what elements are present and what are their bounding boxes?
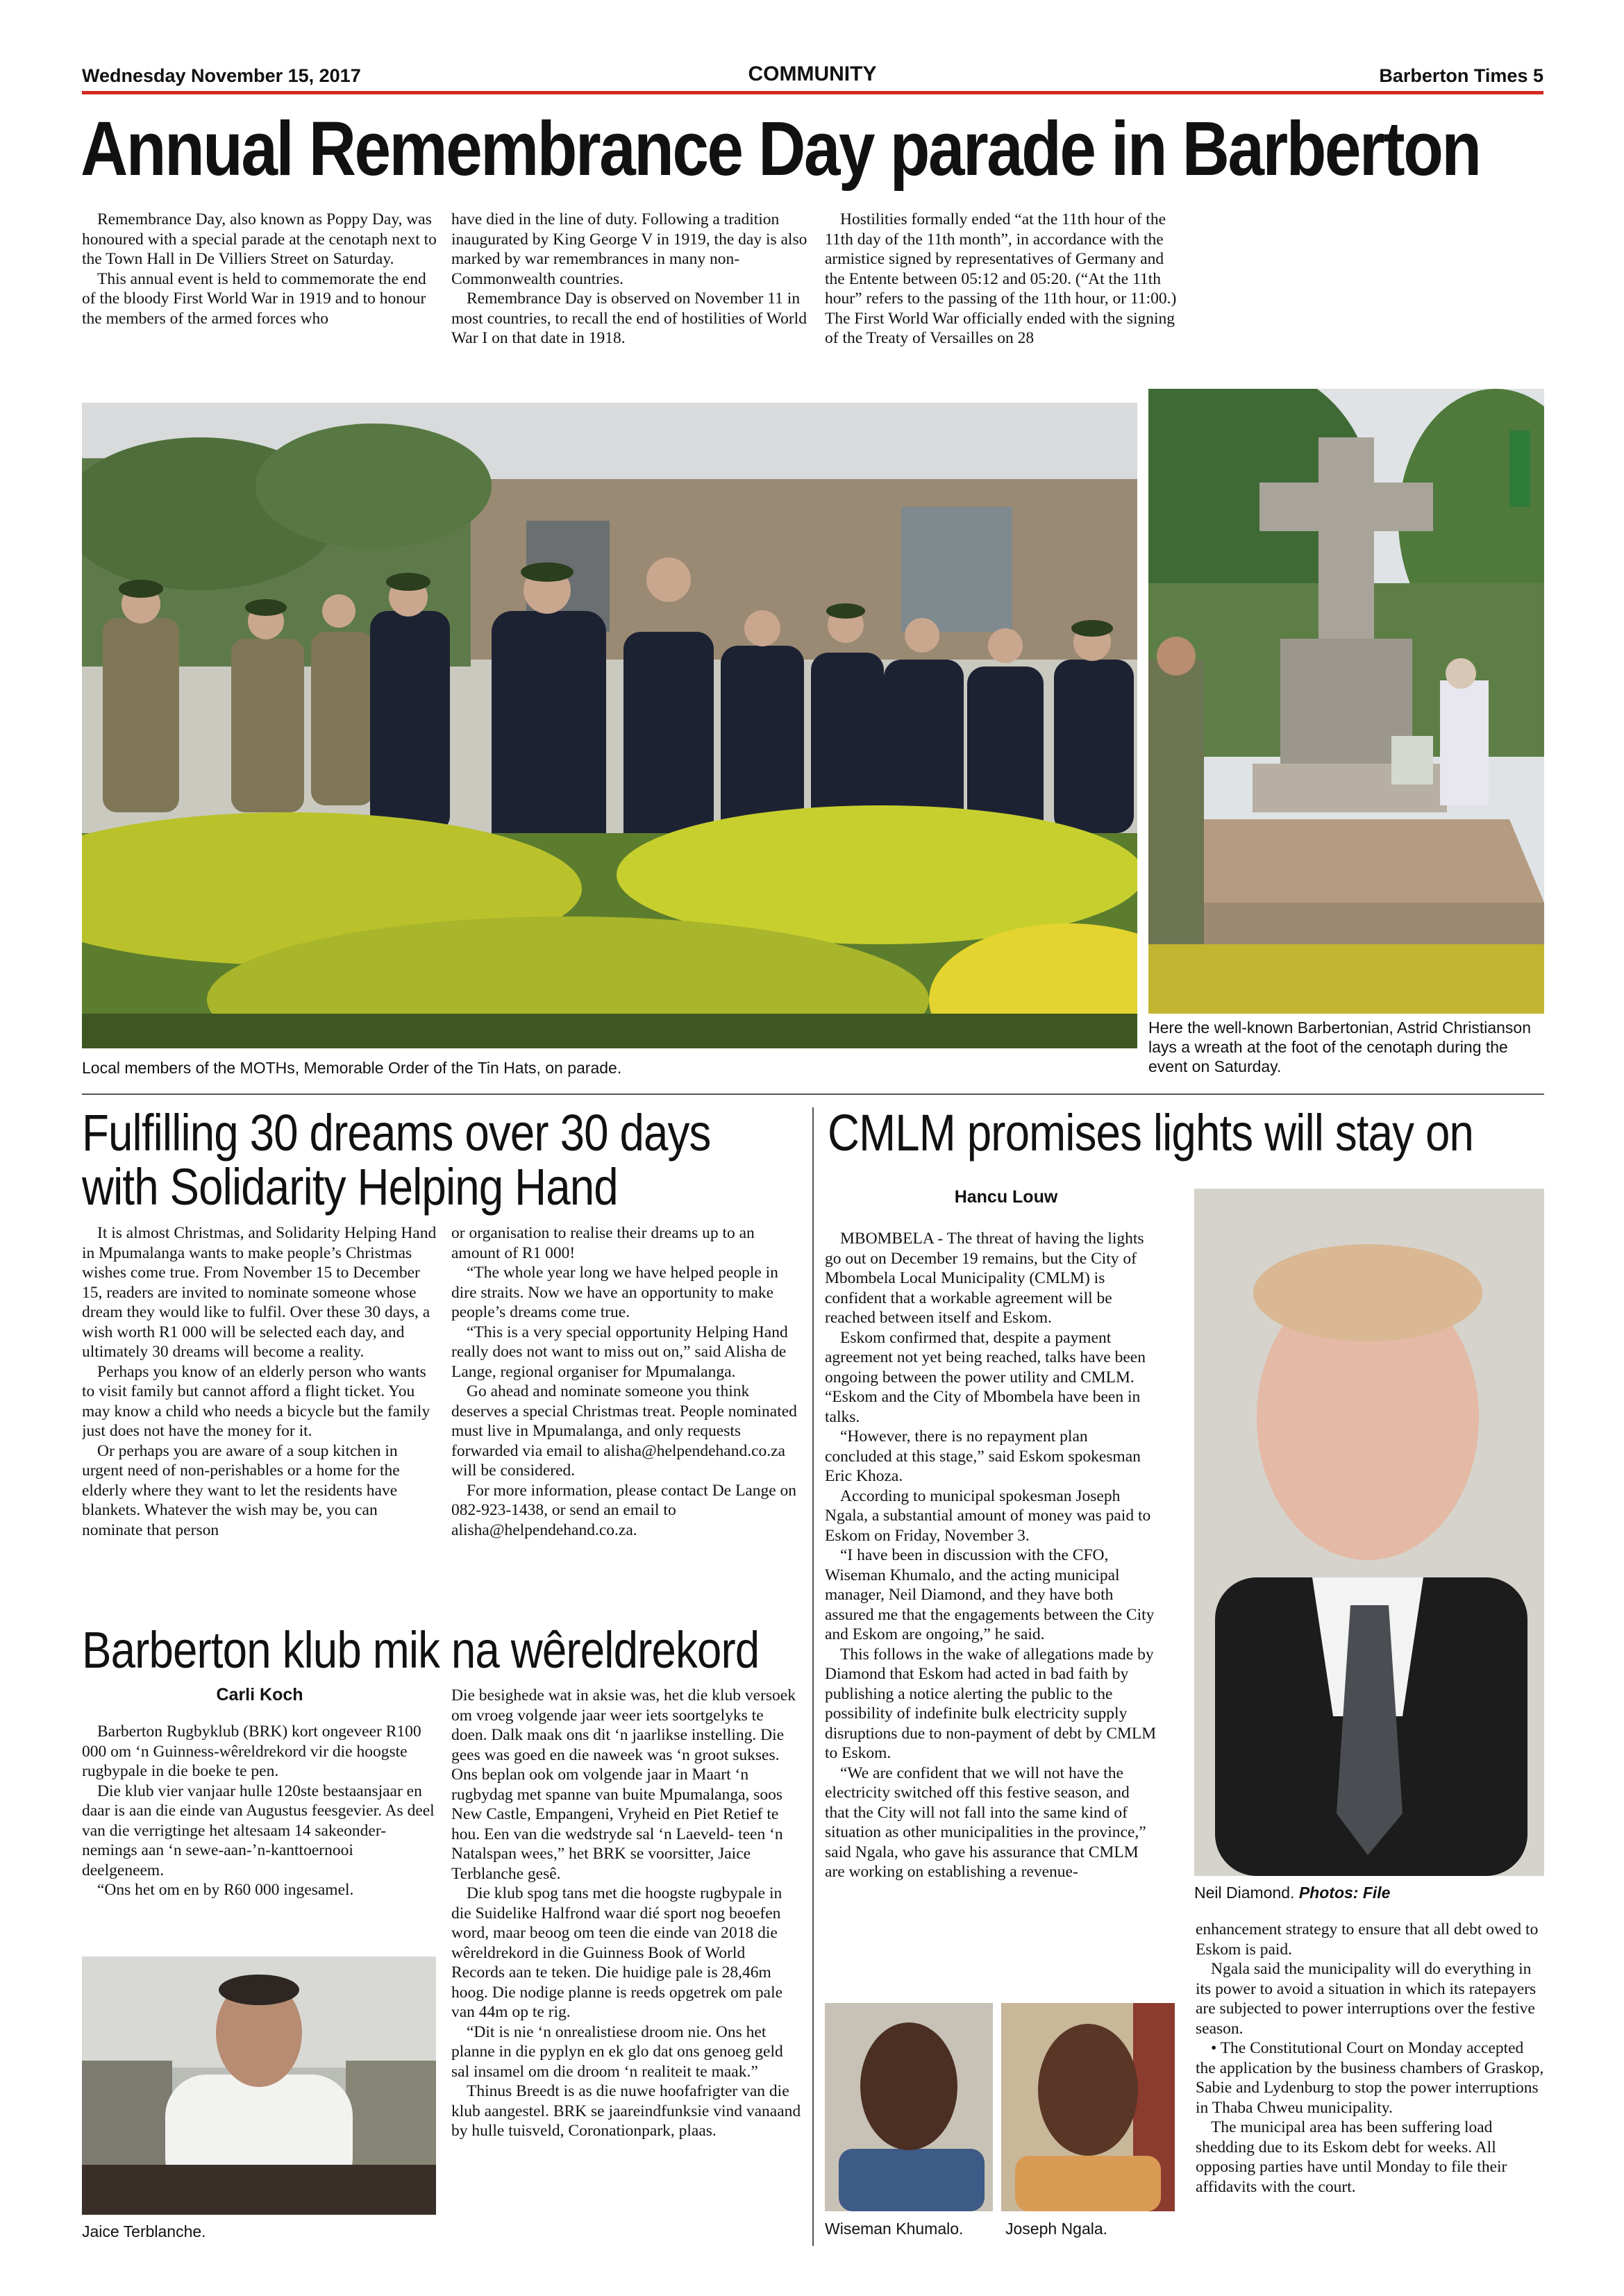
- neil-caption: [1194, 1883, 1544, 1902]
- paragraph: have died in the line of duty. Following a tradition inaugurated by King George V in 1919, the day is also marked by war remembrances in many non-Commonwealth countries.: [451, 210, 807, 288]
- paragraph: Remembrance Day, also known as Poppy Day, was honoured with a special parade at the cenotaph next to the Town Hall in De Villiers Street on Saturday.: [82, 210, 437, 268]
- klub-headline: Barberton klub mik na wêreldrekord: [82, 1621, 760, 1679]
- paragraph: “We are confident that we will not have the electricity switched off this festive season, and that the City will not fall into the same kind of situation as other municipalities in the province,” said Ngala, who gave his assurance that CMLM are working on establishing a revenue-: [825, 1763, 1146, 1881]
- cmlm-byline: Hancu Louw: [954, 1187, 1058, 1207]
- paragraph: “I have been in discussion with the CFO, Wiseman Khumalo, and the acting municipal manager, Neil Diamond, and they have both assured me that the engagements between the City and Eskom are ongoing,” he said.: [825, 1546, 1155, 1643]
- photo-credit: Photos: File: [1298, 1884, 1391, 1902]
- paragraph: Barberton Rugbyklub (BRK) kort ongeveer R100 000 om ‘n Guinness-wêreldrekord vir die hoogste rugbypale in die boeke te pen.: [82, 1723, 421, 1780]
- parade-photo: [82, 403, 1137, 1048]
- paragraph: “Ons het om en by R60 000 ingesamel.: [97, 1881, 354, 1899]
- paragraph: This follows in the wake of allegations made by Diamond that Eskom had acted in bad faith by publishing a notice alerting the public to the possibility of indefinite bulk electricity supply disruptions due to non-payment of debt by CMLM to Eskom.: [825, 1645, 1157, 1762]
- klub-col1: [82, 1722, 437, 1944]
- header-rule: [82, 91, 1543, 94]
- page-folio: Barberton Times 5: [1379, 65, 1543, 86]
- paragraph: • The Constitutional Court on Monday accepted the application by the business chambers of Graskop, Sabie and Lydenburg to stop the power interruptions in Thaba Chweu municipality.: [1196, 2039, 1544, 2117]
- wiseman-caption: Wiseman Khumalo.: [825, 2220, 964, 2238]
- paragraph: The municipal area has been suffering load shedding due to its Eskom debt for weeks. All opposing parties have until Monday to file their affidavits with the court.: [1196, 2118, 1507, 2196]
- paragraph: “This is a very special opportunity Helping Hand really does not want to miss out on,” said Alisha de Lange, regional organiser for Mpumalanga.: [451, 1323, 788, 1381]
- paragraph: For more information, please contact De Lange on 082-923-1438, or send an email to alisha@helpendehand.co.za.: [451, 1481, 797, 1539]
- paragraph: “However, there is no repayment plan concluded at this stage,” said Eskom spokesman Eric Khoza.: [825, 1427, 1141, 1485]
- joseph-caption: Joseph Ngala.: [1005, 2220, 1108, 2238]
- paragraph: Remembrance Day is observed on November 11 in most countries, to recall the end of hostilities of World War I on that date in 1918.: [451, 290, 807, 347]
- section-divider: [82, 1093, 1544, 1095]
- paragraph: MBOMBELA - The threat of having the lights go out on December 19 remains, but the City of Mbombela Local Municipality (CMLM) is confident that a workable agreement will be reached between itself and Eskom.: [825, 1230, 1144, 1327]
- section-label: COMMUNITY: [748, 62, 877, 85]
- klub-col2: [451, 1686, 802, 2241]
- paragraph: Hostilities formally ended “at the 11th hour of the 11th day of the 11th month”, in accordance with the armistice signed by representatives of Germany and the Entente between 05:12 and 05:20. (“At the 11th hour” refers to the passing of the 11th hour, or 11:00.) The First World War officially ended with the signing of the Treaty of Versailles on 28: [825, 210, 1177, 347]
- wiseman-khumalo-photo: [825, 2003, 993, 2211]
- column-divider: [812, 1107, 814, 2246]
- remembrance-col2: [451, 210, 812, 397]
- paragraph: According to municipal spokesman Joseph Ngala, a substantial amount of money was paid to Eskom on Friday, November 3.: [825, 1486, 1151, 1545]
- issue-date: Wednesday November 15, 2017: [82, 65, 361, 86]
- cmlm-col2: [1196, 1920, 1544, 2239]
- solidarity-headline-line2: with Solidarity Helping Hand: [82, 1158, 618, 1216]
- cmlm-headline: CMLM promises lights will stay on: [828, 1104, 1474, 1162]
- paragraph: Go ahead and nominate someone you think deserves a special Christmas treat. People nominated must live in Mpumalanga, and only requests forwarded via email to alisha@helpendehand.co.za will be considered.: [451, 1382, 797, 1480]
- paragraph: Die klub spog tans met die hoogste rugbypale in die Suidelike Halfrond waar dié sport nog beoefen word, maar beoog om teen die einde van 2018 die wêreldrekord in die Guinness Book of World Records aan te teken. Die huidige pale is 28,46m hoog. Die nodige planne is reeds opgetrek om pale van 44m op te rig.: [451, 1884, 783, 2021]
- paragraph: This annual event is held to commemorate the end of the bloody First World War in 1919 and to honour the members of the armed forces who: [82, 269, 426, 328]
- solidarity-col2: [451, 1223, 802, 1623]
- paragraph: enhancement strategy to ensure that all debt owed to Eskom is paid.: [1196, 1920, 1539, 1959]
- joseph-ngala-photo: [1001, 2003, 1175, 2211]
- remembrance-col1: [82, 210, 443, 397]
- paragraph: Die klub vier vanjaar hulle 120ste bestaansjaar en daar is aan die einde van Augustus feesgevier. As deel van die verrigtinge het altesaam 14 sakeonder-nemings aan ‘n sewe-aan-’n-kanttoernooi deelgeneem.: [82, 1782, 435, 1879]
- jaice-caption: Jaice Terblanche.: [82, 2222, 206, 2240]
- cenotaph-caption: Here the well-known Barbertonian, Astrid Christianson lays a wreath at the foot of the cenotaph during the event on Saturday.: [1148, 1019, 1531, 1075]
- paragraph: Thinus Breedt is as die nuwe hoofafrigter van die klub aangestel. BRK se jaareindfunksie vind vanaand by hulle tuisveld, Coronationpark, plaas.: [451, 2082, 801, 2140]
- main-headline: Annual Remembrance Day parade in Barberton: [81, 106, 1480, 192]
- neil-diamond-photo: [1194, 1189, 1544, 1876]
- paragraph: “Dit is nie ‘n onrealistiese droom nie. Ons het planne in die pyplyn en ek glo dat ons genoeg geld sal insamel om die droom ‘n realiteit te maak.”: [451, 2022, 783, 2081]
- cmlm-col1: [825, 1229, 1157, 2000]
- paragraph: Perhaps you know of an elderly person who wants to visit family but cannot afford a flight ticket. You may know a child who needs a bicycle but the family just does not have the money for it.: [82, 1362, 430, 1440]
- neil-caption-name: Neil Diamond.: [1194, 1884, 1295, 1902]
- paragraph: “The whole year long we have helped people in dire straits. Now we have an opportunity to make people’s dreams come true.: [451, 1264, 778, 1321]
- solidarity-col1: [82, 1223, 437, 1623]
- paragraph: Ngala said the municipality will do everything in its power to avoid a situation in which its ratepayers are subjected to power interruptions over the festive season.: [1196, 1960, 1537, 2038]
- parade-caption: Local members of the MOTHs, Memorable Order of the Tin Hats, on parade.: [82, 1059, 622, 1077]
- paragraph: or organisation to realise their dreams up to an amount of R1 000!: [451, 1224, 755, 1262]
- remembrance-col3: [825, 210, 1186, 397]
- cenotaph-photo: [1148, 389, 1544, 1014]
- jaice-terblanche-photo: [82, 1956, 436, 2215]
- paragraph: Die besighede wat in aksie was, het die klub versoek om vroeg volgende jaar weer iets soortgelyks te doen. Dalk maak ons dit ‘n jaarlikse instelling. Die gees was goed en die naweek was ‘n groot sukses. Ons beplan ook om volgende jaar in Maart ‘n rugbydag met spanne van buite Mpumalanga, soos New Castle, Empangeni, Vryheid en Piet Retief te hou. Een van die wedstryde sal ‘n Laeveld- teen ‘n Natalspan wees,” het BRK se voorsitter, Jaice Terblanche gesê.: [451, 1686, 796, 1883]
- solidarity-headline-line1: Fulfilling 30 dreams over 30 days: [82, 1104, 711, 1162]
- paragraph: Or perhaps you are aware of a soup kitchen in urgent need of non-perishables or a home for the elderly where they want to let the residents have blankets. Whatever the wish may be, you can nominate that person: [82, 1441, 400, 1539]
- paragraph: It is almost Christmas, and Solidarity Helping Hand in Mpumalanga wants to make people’s Christmas wishes come true. From November 15 to December 15, readers are invited to nominate someone whose dream they would like to fulfil. Over these 30 days, a wish worth R1 000 will be selected each day, and ultimately 30 dreams will become a reality.: [82, 1224, 437, 1361]
- paragraph: Eskom confirmed that, despite a payment agreement not yet being reached, talks have been ongoing between the power utility and CMLM. “Eskom and the City of Mbombela have been in talks.: [825, 1328, 1146, 1426]
- klub-byline: Carli Koch: [216, 1685, 303, 1704]
